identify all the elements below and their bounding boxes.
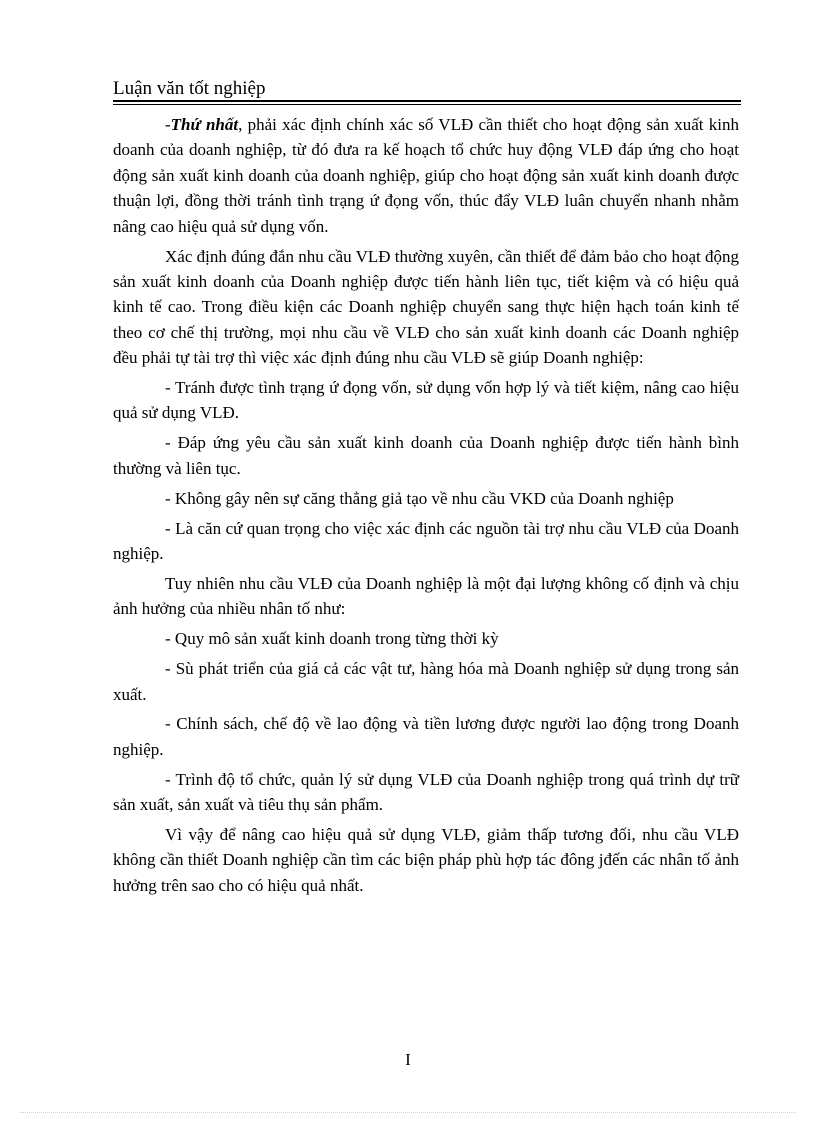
list-item: - Trình độ tổ chức, quản lý sử dụng VLĐ của Doanh nghiệp trong quá trình dự trữ sản xuất, sản xuất và tiêu thụ sản phẩm.: [113, 769, 739, 815]
list-item: - Là căn cứ quan trọng cho việc xác định các nguồn tài trợ nhu cầu VLĐ của Doanh nghiệp.: [113, 518, 739, 563]
paragraph: Xác định đúng đắn nhu cầu VLĐ thường xuyên, cần thiết để đảm bảo cho hoạt động sản xuất kinh doanh của Doanh nghiệp được tiến hành liên tục, tiết kiệm và có hiệu quả kinh tế cao. Trong điều kiện các Doanh nghiệp chuyển sang thực hiện hạch toán kinh tế theo cơ chế thị trường, mọi nhu cầu về VLĐ cho sản xuất kinh doanh các Doanh nghiệp đều phải tự tài trợ thì việc xác định đúng nhu cầu VLĐ sẽ giúp Doanh nghiệp:: [113, 246, 739, 368]
list-item: - Đáp ứng yêu cầu sản xuất kinh doanh của Doanh nghiệp được tiến hành bình thường và liên tục.: [113, 433, 739, 478]
header-title: Luận văn tốt nghiệp: [113, 78, 266, 99]
paragraph-lead: -: [165, 115, 171, 134]
paragraph: Vì vậy để nâng cao hiệu quả sử dụng VLĐ, giảm thấp tương đối, nhu cầu VLĐ không cần thiết Doanh nghiệp cần tìm các biện pháp phù hợp tác đông jđến các nhân tố ảnh hưởng trên sao cho có hiệu quả nhất.: [113, 825, 739, 895]
emphasis-text: Thứ nhất: [170, 115, 239, 134]
list-item: - Sù phát triển của giá cả các vật tư, hàng hóa mà Doanh nghiệp sử dụng trong sản xuất.: [113, 659, 739, 704]
list-item: - Tránh được tình trạng ứ đọng vốn, sử dụng vốn hợp lý và tiết kiệm, nâng cao hiệu quả sử dụng VLĐ.: [113, 378, 739, 423]
body-text: [113, 112, 739, 903]
page-boundary-line: [20, 1112, 796, 1113]
paragraph: [113, 112, 739, 239]
paragraph-text: , phải xác định chính xác số VLĐ cần thiết cho hoạt động sản xuất kinh doanh của doanh nghiệp, từ đó đưa ra kế hoạch tổ chức huy động VLĐ đáp ứng cho hoạt động sản xuất kinh doanh của doanh nghiệp, giúp cho hoạt động sản xuất kinh doanh được thuận lợi, đồng thời tránh tình trạng ứ đọng vốn, thúc đẩy VLĐ luân chuyển nhanh nhằm nâng cao hiệu quả sử dụng vốn.: [113, 115, 739, 236]
list-item: - Chính sách, chế độ về lao động và tiền lương được người lao động trong Doanh nghiệp.: [113, 714, 739, 759]
paragraph: Tuy nhiên nhu cầu VLĐ của Doanh nghiệp là một đại lượng không cố định và chịu ảnh hưởng của nhiều nhân tố như:: [113, 573, 739, 619]
page-number: I: [405, 1050, 411, 1069]
list-item: - Không gây nên sự căng thẳng giả tạo về nhu cầu VKD của Doanh nghiệp: [165, 488, 674, 508]
header-rule-thin: [113, 104, 741, 105]
header-rule-thick: [113, 100, 741, 102]
page-header: [113, 78, 741, 100]
list-item: - Quy mô sản xuất kinh doanh trong từng thời kỳ: [165, 629, 499, 649]
